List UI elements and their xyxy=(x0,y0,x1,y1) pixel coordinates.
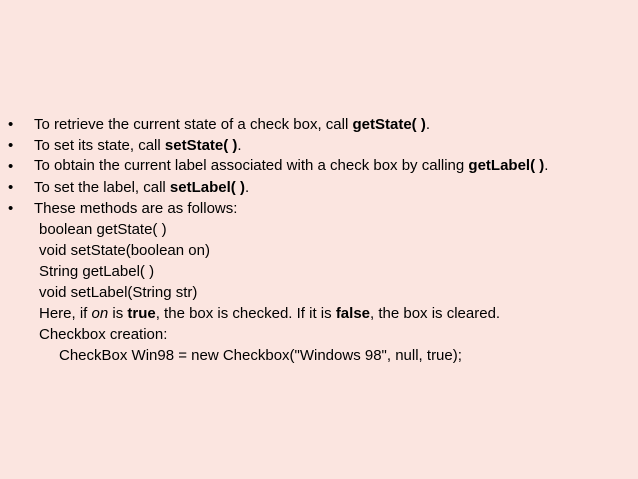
bullet-text-end: . xyxy=(425,116,431,133)
bullet-item xyxy=(8,114,632,135)
explanation-part: is xyxy=(108,305,128,322)
method-signature: boolean getState( ) xyxy=(39,221,167,238)
bullet-text-end: . xyxy=(544,157,549,174)
bullet-text-plain: These methods are as follows: xyxy=(34,200,238,217)
bullet-text-plain: To set the label, call xyxy=(34,179,170,196)
explanation-text xyxy=(8,303,632,324)
bullet-item xyxy=(8,156,632,177)
bullet-text-plain: To retrieve the current state of a check box, call xyxy=(34,116,353,133)
bullet-text-method: getState( ) xyxy=(352,116,426,133)
slide-content xyxy=(8,114,632,366)
bullet-text-plain: To set its state, call xyxy=(34,137,165,154)
bullet-text xyxy=(34,198,624,219)
creation-code: CheckBox Win98 = new Checkbox("Windows 98", null, true); xyxy=(59,347,462,364)
explanation-bold-false: false xyxy=(335,305,371,322)
bullet-text-plain: To obtain the current label associated with a check box by calling xyxy=(34,157,469,174)
bullet-text-end: . xyxy=(244,179,250,196)
method-signature: void setLabel(String str) xyxy=(39,284,198,301)
bullet-text-method: setState( ) xyxy=(164,137,238,154)
bullet-item xyxy=(8,198,632,219)
explanation-part: , the box is checked. If it is xyxy=(155,305,336,322)
bullet-text-method: getLabel( ) xyxy=(468,157,545,174)
bullet-text-method: setLabel( ) xyxy=(169,179,245,196)
bullet-item xyxy=(8,135,632,156)
explanation-part: Here, if xyxy=(39,305,92,322)
bullet-text xyxy=(34,177,624,198)
bullet-icon: • xyxy=(8,116,14,133)
bullet-icon: • xyxy=(8,200,14,217)
bullet-text-end: . xyxy=(237,137,242,154)
method-signature: String getLabel( ) xyxy=(39,263,155,280)
explanation-bold-true: true xyxy=(127,305,156,322)
bullet-icon: • xyxy=(8,137,14,154)
bullet-item xyxy=(8,177,632,198)
explanation-italic: on xyxy=(91,305,109,322)
bullet-icon: • xyxy=(8,179,14,196)
bullet-icon: • xyxy=(8,158,14,175)
bullet-text xyxy=(34,156,624,177)
creation-label: Checkbox creation: xyxy=(39,326,168,343)
method-signature: void setState(boolean on) xyxy=(39,242,210,259)
bullet-text xyxy=(34,114,624,135)
bullet-text xyxy=(34,135,624,156)
explanation-part: , the box is cleared. xyxy=(370,305,501,322)
